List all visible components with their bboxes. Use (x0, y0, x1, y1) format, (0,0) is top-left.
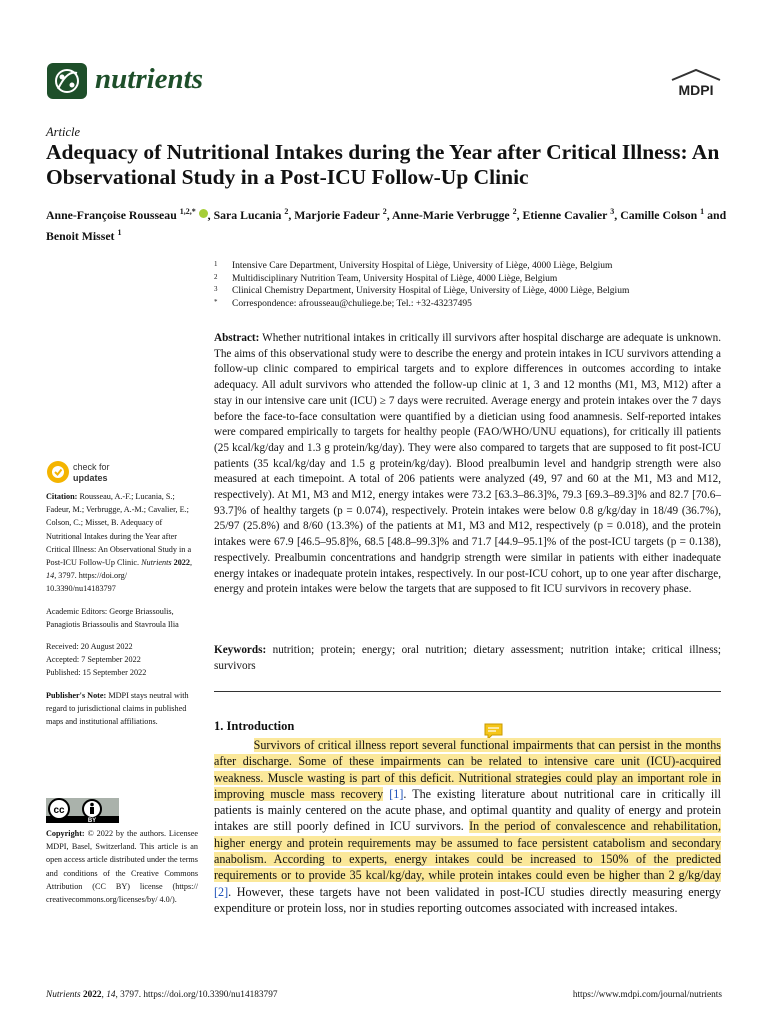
footer-volume: 14 (106, 990, 116, 1000)
orcid-icon[interactable] (199, 209, 208, 218)
author-name: Marjorie Fadeur (294, 207, 380, 222)
author-name: Anne-Marie Verbrugge (391, 207, 510, 222)
accepted-date: Accepted: 7 September 2022 (46, 655, 141, 665)
author-affiliation-mark: 2 (512, 207, 517, 216)
copyright-text: © 2022 by the authors. Licensee MDPI, Basel, Switzerland. This article is an open access article distributed under the terms and conditions of the Creative Commons Attribution (CC BY) license (https:// creativecommons.org/licenses/by/ 4.0/). (46, 829, 199, 905)
author-name: Benoit Misset (46, 228, 115, 243)
footer-doi[interactable]: , 3797. https://doi.org/10.3390/nu14183797 (115, 990, 278, 1000)
abstract (214, 331, 721, 598)
journal-name: nutrients (95, 63, 203, 95)
keywords-label: Keywords: (214, 644, 267, 656)
publisher-name: MDPI (678, 82, 714, 98)
affiliation-number: * (214, 297, 218, 306)
introduction-heading: 1. Introduction (214, 719, 295, 733)
paragraph-text: . The existing literature about nutritional care in critically ill patients is mainly centered on the acute phase, and optimal quantity and quality of energy and protein intakes are still poorly defined in ICU survivors. (214, 786, 721, 834)
highlighted-text[interactable]: Survivors of critical illness report several functional impairments that can persist in the months after discharge. Some of these impairments can be related to intensive care unit (ICU)-acquired weakness. Muscle wasting is part of this deficit. Nutritional strategies could play an important role in improving muscle mass recovery (214, 738, 721, 801)
citation-volume: 14 (46, 571, 55, 581)
correspondence-text[interactable]: Correspondence: afrousseau@chuliege.be; Tel.: +32-43237495 (232, 298, 472, 309)
author-affiliation-mark: 3 (610, 207, 615, 216)
copyright-block (46, 827, 198, 906)
keywords-text: nutrition; protein; energy; oral nutrition; dietary assessment; nutrition intake; critical illness; survivors (214, 644, 722, 672)
reference-link-1[interactable]: [1] (389, 786, 404, 801)
affiliation-number: 1 (214, 260, 218, 268)
author-name: Camille Colson (620, 207, 698, 222)
article-type: Article (46, 125, 81, 139)
cc-by-license-icon[interactable] (46, 798, 119, 823)
published-date: Published: 15 September 2022 (46, 668, 147, 678)
introduction-paragraph (214, 737, 721, 916)
affiliation (214, 273, 734, 286)
abstract-label: Abstract: (214, 332, 260, 344)
section-divider (214, 691, 721, 692)
author-name: Etienne Cavalier (522, 207, 608, 222)
affiliation-text: Clinical Chemistry Department, University Hospital of Liège, University of Liège, 4000 Liège, Belgium (232, 286, 630, 297)
citation-block: Citation: Rousseau, A.-F.; Lucania, S.; Fadeur, M.; Verbrugge, A.-M.; Cavalier, E.; Colson, C.; Misset, B. Adequacy of Nutritional Intakes during the Year after Critical Illness: An Observational Study in a Post-ICU Follow-Up Clinic. Nutrients 2022, 14, 3797. https://doi.org/ 10.3390/nu14183797 (46, 492, 193, 594)
cc-by-label: BY (87, 818, 97, 823)
author-list: Anne-Françoise Rousseau $^{1,2,*}$ , Sara Lucania $^2$, Marjorie Fadeur $^2$, Anne-Marie Verbrugge $^2$, Etienne Cavalier $^3$, Camille Colson $^1$ and Benoit Misset $^1$ (46, 207, 727, 243)
affiliation-number: 3 (214, 285, 218, 294)
article-title: Adequacy of Nutritional Intakes during the Year after Critical Illness: An Observational Study in a Post-ICU Follow-Up Clinic (46, 140, 720, 189)
affiliation-text: Intensive Care Department, University Hospital of Liège, University of Liège, 4000 Liège, Belgium (232, 261, 613, 271)
keywords (214, 643, 721, 674)
citation-doi[interactable]: , 3797. https://doi.org/ 10.3390/nu14183797 (46, 571, 128, 594)
dates-block (46, 640, 198, 680)
received-date: Received: 20 August 2022 (46, 642, 133, 652)
paragraph-text: . However, these targets have not been validated in post-ICU studies directly measuring energy expenditure or protein loss, nor in studies reporting outcomes associated with increased intakes. (214, 884, 721, 915)
author-affiliation-mark: 1 (700, 207, 705, 216)
article-sidebar (46, 490, 198, 741)
author-affiliation-mark: 1 (117, 227, 122, 237)
check-updates-line2: updates (73, 473, 108, 483)
author-affiliation-mark: 2 (284, 207, 289, 216)
footer-citation: Nutrients 2022, 14, 3797. https://doi.org/10.3390/nu14183797 (46, 990, 278, 1000)
abstract-text: Whether nutritional intakes in critically ill survivors after hospital discharge are adequate is unknown. The aims of this observational study were to describe the energy and protein intakes in ICU survivors attending a follow-up clinic compared to empirical targets and to explore differences in outcomes according to intake adequacy. All adult survivors who attended the follow-up clinic at 1, 3 and 12 months (M1, M3, M12) after a stay in our intensive care unit (ICU) ≥ 7 days were recruited. Average energy and protein intakes over the 7 days before the face-to-face consultation were quantified by a dietician using food anamnesis. Self-reported intakes were compared empirically to targets for healthy people (FAO/WHO/UNU equations), for critically ill patients (25 kcal/kg/day and 1.3 g protein/kg/day). They were also compared to targets that are supposed to fit post-ICU patients (35 kcal/kg/day and 1.5 g protein/kg/day). Blood prealbumin level and handgrip strength were also measured at each timepoint. A total of 206 patients were analyzed (49, 97 and 60 at the M1, M3 and M12, respectively). At M1, M3 and M12, energy intakes were 73.2 [63.3–86.3]%, 79.3 [69.3–89.3]% and 82.7 [70.6–93.7]% of healthy targets (p = 0.074), respectively. Protein intakes were below 0.8 g/kg/day in 18/49 (36.7%), 25/97 (25.8%) and 8/60 (13.3%) of the patients at M1, M3 and M12, respectively (p = 0.018), and the protein intakes were 67.9 [46.5–95.8]%, 68.5 [48.8–99.3]% and 71.7 [44.9–95.1]% of the post-ICU targets (p = 0.138), respectively. Prealbumin concentrations and handgrip strength were similar in patients with either inadequate energy intakes or inadequate protein intakes, respectively. In our post-ICU cohort, up to one year after discharge, energy and protein intakes were below the targets that are supposed to fit ICU survivors in recovery phase. (214, 332, 721, 596)
footer-journal-url[interactable]: https://www.mdpi.com/journal/nutrients (572, 990, 722, 1000)
footer-journal: Nutrients (46, 990, 81, 1000)
author-affiliation-mark: 2 (382, 207, 387, 216)
publisher-note (46, 689, 198, 729)
citation-journal: Nutrients (141, 558, 172, 568)
highlighted-text[interactable]: In the period of convalescence and rehabilitation, higher energy and protein requirements may be assumed to face persistent catabolism and secondary anabolism. According to experts, energy intakes could be increased to 150% of the predicted requirements or to provide 35 kcal/kg/day, while protein intakes could even be higher than 2 g/kg/day (214, 819, 721, 883)
mdpi-logo-icon[interactable] (668, 68, 724, 102)
author-affiliation-mark: 1,2,* (179, 207, 196, 216)
citation-year: 2022 (173, 558, 190, 568)
check-updates-line1: check for (73, 462, 110, 472)
publisher-note-text: MDPI stays neutral with regard to jurisdictional claims in published maps and institutional affiliations. (46, 690, 189, 727)
reference-link-2[interactable]: [2] (214, 884, 229, 899)
affiliation-number: 2 (214, 272, 218, 281)
check-for-updates-icon[interactable] (46, 459, 126, 485)
affiliation-text: Multidisciplinary Nutrition Team, University Hospital of Liège, 4000 Liège, Belgium (232, 273, 558, 284)
cc-label: cc (53, 805, 65, 816)
affiliations (214, 260, 734, 310)
copyright-label: Copyright: (46, 829, 85, 838)
publisher-note-label: Publisher's Note: (46, 690, 107, 700)
affiliation (214, 260, 734, 273)
author-name: Anne-Françoise Rousseau (46, 207, 177, 222)
affiliation (214, 285, 734, 298)
journal-logo-icon (46, 62, 88, 100)
citation-label: Citation: (46, 492, 78, 501)
correspondence (214, 298, 734, 311)
citation-text: Rousseau, A.-F.; Lucania, S.; Fadeur, M.; Verbrugge, A.-M.; Cavalier, E.; Colson, C.; Misset, B. Adequacy of Nutritional Intakes during the Year after Critical Illness: An Observational Study in a Post-ICU Follow-Up Clinic. (46, 492, 192, 568)
footer-year: 2022 (82, 990, 102, 1000)
author-name: Sara Lucania (213, 207, 282, 222)
academic-editors: Academic Editors: George Briassoulis, Panagiotis Briassoulis and Stavroula Ilia (46, 606, 179, 629)
